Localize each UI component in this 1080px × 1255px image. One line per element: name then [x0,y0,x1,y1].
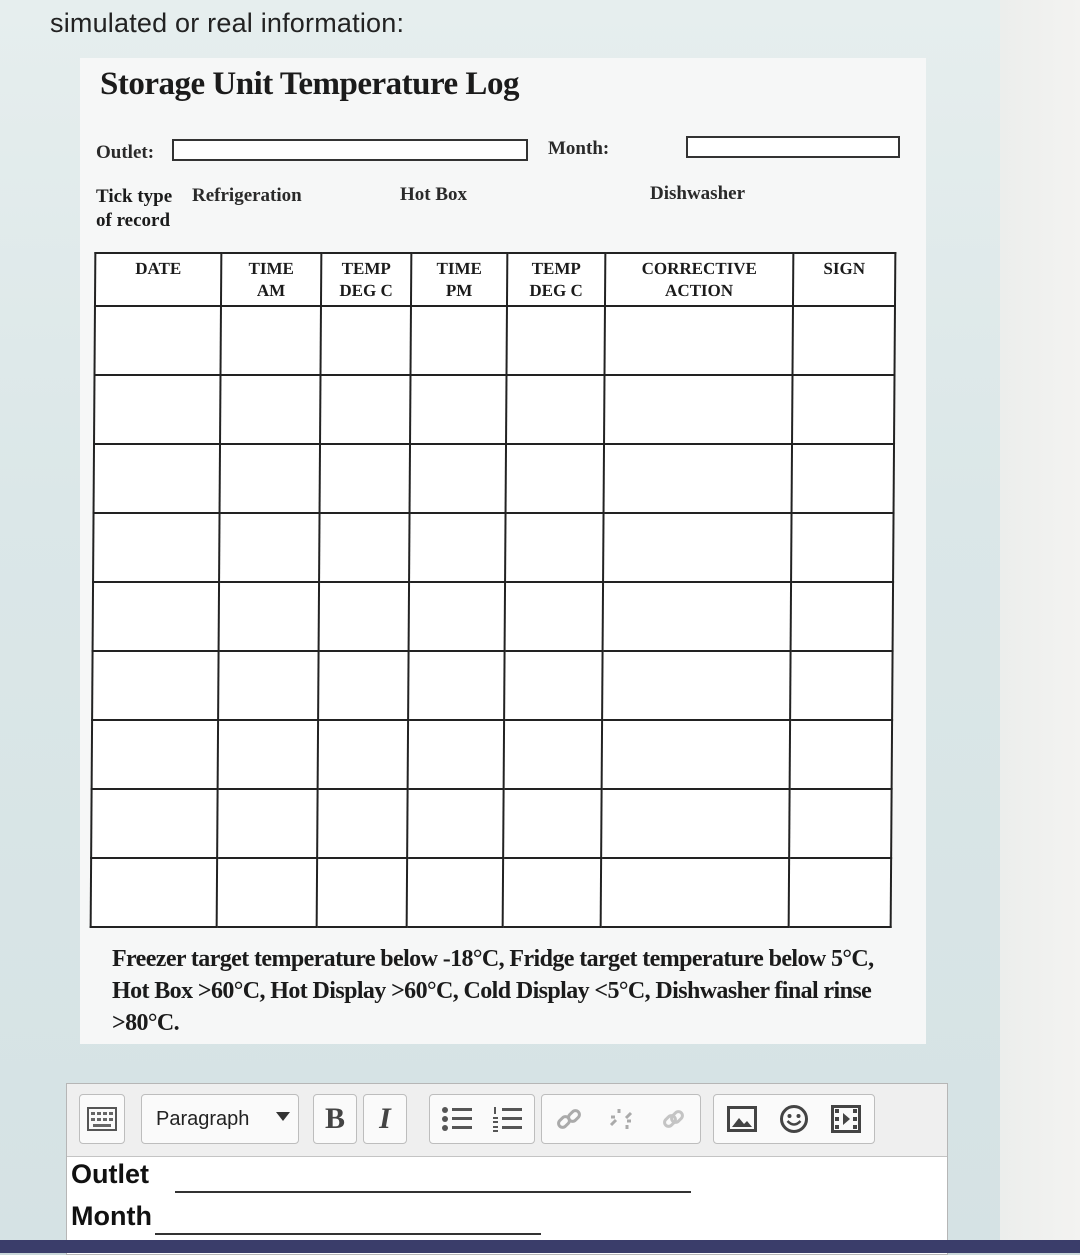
table-row [95,306,895,375]
column-header [605,253,793,306]
column-header-line2: PM [445,281,473,300]
table-cell [318,720,408,789]
italic-button[interactable]: I [363,1094,407,1144]
month-field-label: Month [71,1201,152,1231]
paragraph-format-label: Paragraph [156,1107,250,1130]
image-icon [727,1106,757,1132]
table-cell [506,375,604,444]
unlink-icon [607,1105,635,1133]
table-cell [506,444,604,513]
column-header-line1: TIME [248,259,294,278]
table-cell [791,513,893,582]
table-cell [94,444,220,513]
table-cell [604,444,792,513]
table-cell [221,306,321,375]
column-header [793,253,895,306]
table-cell [408,651,504,720]
table-cell [409,513,505,582]
table-row [94,444,894,513]
type-refrigeration: Refrigeration [192,185,302,206]
table-cell [603,582,791,651]
temperature-log-form-image [80,58,926,1044]
numbered-list-button[interactable] [482,1105,532,1133]
table-cell [218,651,318,720]
chevron-down-icon [276,1112,290,1121]
temperature-log-table [90,252,897,928]
table-cell [790,651,892,720]
table-cell [91,789,217,858]
anchor-button[interactable] [647,1105,699,1133]
insert-emoji-button[interactable] [768,1104,820,1134]
unlink-button[interactable] [595,1105,647,1133]
column-header [507,253,605,306]
media-button-group [713,1094,875,1144]
column-header-line2: DEG C [529,281,583,300]
table-cell [93,582,219,651]
table-cell [92,720,218,789]
table-header-row [95,253,895,306]
table-cell [91,858,217,927]
month-label: Month: [548,138,610,159]
table-cell [601,858,789,927]
table-cell [92,651,218,720]
insert-link-button[interactable] [543,1105,595,1133]
table-cell [219,513,319,582]
table-cell [319,582,409,651]
tick-type-label: Tick type of record [96,186,173,231]
table-cell [217,858,317,927]
link-button-group [541,1094,701,1144]
table-cell [317,858,407,927]
column-header-line1: TEMP [531,259,581,278]
column-header-line1: SIGN [823,259,866,278]
table-row [93,582,893,651]
type-dishwasher: Dishwasher [650,183,746,204]
column-header-line1: DATE [135,259,182,278]
table-body [91,306,895,927]
month-underline [155,1233,541,1235]
film-icon [831,1105,861,1133]
table-cell [217,789,317,858]
bullet-list-icon [441,1105,473,1133]
table-cell [504,651,602,720]
month-box [686,136,900,158]
table-cell [407,789,503,858]
intro-text: simulated or real information: [50,8,405,38]
insert-image-button[interactable] [716,1106,768,1132]
column-header [221,253,321,306]
form-title: Storage Unit Temperature Log [100,66,519,102]
table-cell [218,720,318,789]
table-cell [790,720,892,789]
table-cell [505,513,603,582]
bullet-list-button[interactable] [432,1105,482,1133]
table-row [91,789,891,858]
outlet-label: Outlet: [96,142,155,163]
outlet-field-label: Outlet [71,1159,149,1189]
table-cell [94,375,220,444]
target-temperature-note: Freezer target temperature below -18°C, Fridge target temperature below 5°C, Hot Box >60°C, Hot Display >60°C, Cold Display <5°C, Dishwasher final rinse >80°C. [112,946,874,1036]
table-cell [602,720,790,789]
table-cell [603,513,791,582]
list-button-group [429,1094,535,1144]
toolbar-toggle-button[interactable] [79,1094,125,1144]
table-cell [789,858,891,927]
table-cell [791,582,893,651]
table-cell [320,375,410,444]
table-cell [792,444,894,513]
table-cell [411,306,507,375]
table-cell [789,789,891,858]
table-cell [793,306,895,375]
table-cell [317,789,407,858]
table-cell [93,513,219,582]
column-header-line1: TIME [436,259,482,278]
table-cell [410,375,506,444]
table-cell [602,651,790,720]
table-cell [605,306,793,375]
table-cell [220,444,320,513]
table-cell [505,582,603,651]
column-header-line1: TEMP [341,259,391,278]
table-cell [504,720,602,789]
type-hot-box: Hot Box [400,184,468,205]
table-cell [503,789,601,858]
table-cell [320,444,410,513]
table-cell [220,375,320,444]
table-cell [601,789,789,858]
table-row [93,513,893,582]
chain-icon [659,1105,687,1133]
column-header [411,253,507,306]
table-cell [319,513,409,582]
table-cell [792,375,894,444]
outlet-box [172,139,528,161]
table-cell [318,651,408,720]
taskbar-edge [0,1240,1080,1253]
column-header [321,253,411,306]
paragraph-format-dropdown[interactable] [141,1094,299,1144]
keyboard-icon [87,1107,117,1131]
table-row [94,375,894,444]
column-header-line1: CORRECTIVE [641,259,757,278]
side-margin [1000,0,1080,1253]
bold-button[interactable]: B [313,1094,357,1144]
table-cell [321,306,411,375]
column-header-line2: DEG C [339,281,393,300]
table-cell [407,858,503,927]
rich-text-editor [66,1083,948,1255]
insert-media-button[interactable] [820,1105,872,1133]
table-cell [95,306,221,375]
column-header-line2: ACTION [665,281,734,300]
link-icon [555,1105,583,1133]
table-cell [503,858,601,927]
table-row [92,720,892,789]
table-cell [219,582,319,651]
table-cell [604,375,792,444]
table-row [92,651,892,720]
outlet-underline [175,1191,691,1193]
table-cell [409,582,505,651]
numbered-list-icon [491,1105,523,1133]
table-cell [408,720,504,789]
editor-toolbar [67,1084,947,1157]
table-row [91,858,891,927]
column-header-line2: AM [256,281,286,300]
table-cell [507,306,605,375]
emoji-icon [779,1104,809,1134]
table-cell [410,444,506,513]
column-header [95,253,221,306]
